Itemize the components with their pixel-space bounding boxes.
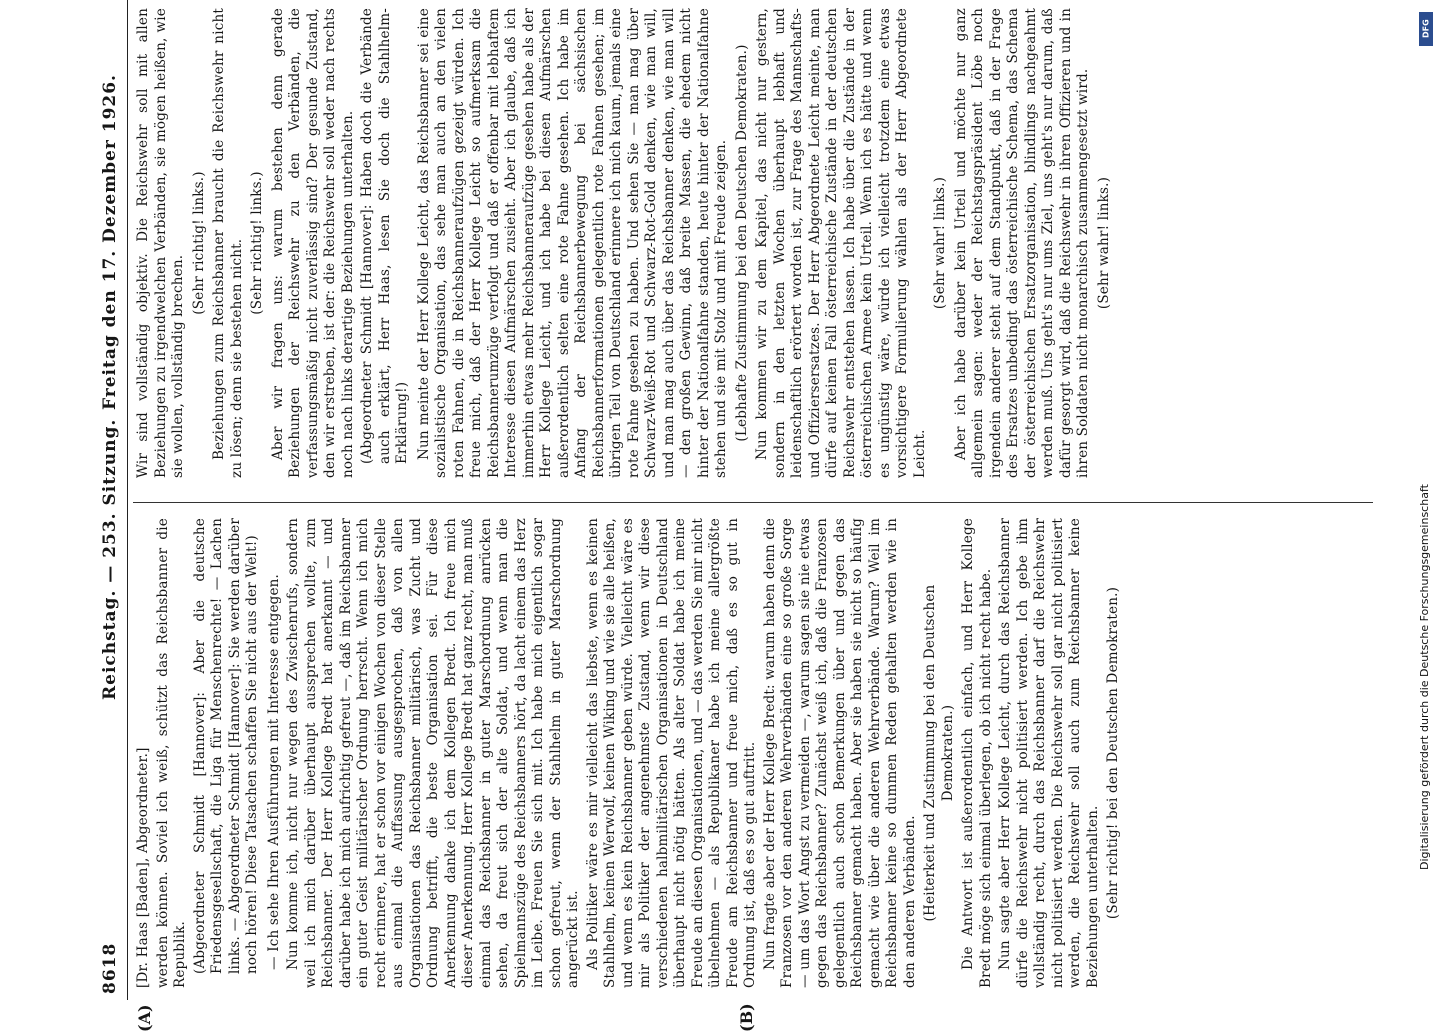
margin-marker-b: (B) — [737, 1003, 756, 1032]
interjection: (Sehr wahr! links.) — [932, 176, 948, 310]
credit-text: Digitalisierung gefördert durch die Deutsche Forschungsgemeinschaft — [1418, 484, 1431, 870]
paragraph: Nun meinte der Herr Kollege Leicht, das Reichsbanner sei eine sozialistische Organisation, das sehe man auch an den vielen roten Fahnen, die in Reichsbanneraufzügen gezeigt würden. Ich freue mich, daß der Herr Kollege Leicht so aufmerksam die Reichsbannerumzüge verfolgt und daß er offenbar mit lebhaftem Interesse diesen Aufmärschen zusieht. Aber ich glaube, daß ich immerhin etwas mehr Reichsbanneraufzüge gesehen habe als der Herr Kollege Leicht, und ich habe bei diesen Aufmärschen außerordentlich selten eine rote Fahne gesehen. Ich habe im Anfang der Reichsbannerbewegung bei sächsischen Reichsbannerformationen gelegentlich rote Fahnen gesehen; im übrigen Teil von Deutschland erinnere ich mich kaum, jemals eine rote Fahne gesehen zu haben. Und sehen Sie — man mag über Schwarz-Weiß-Rot und Schwarz-Rot-Gold denken, wie man will, und man mag auch über das Reichsbanner denken, wie man will — den großen Gewinn, daß breite Massen, die ehedem nicht hinter der Nationalfahne standen, heute hinter der Nationalfahne stehen und sie mit Stolz und mit Freude zeigen. — [415, 8, 729, 478]
paragraph: werden können. Soviel ich weiß, schützt das Reichsbanner die Republik. — [154, 518, 188, 988]
margin-marker-a: (A) — [135, 1004, 154, 1032]
interjection: (Lebhafte Zustimmung bei den Deutschen Demokraten.) — [733, 44, 750, 442]
paragraph: Wir sind vollständig objektiv. Die Reichswehr soll mit allen Beziehungen zu irgendwelchen Verbänden, sie mögen heißen, wie sie wollen, vollständig brechen. — [135, 8, 186, 478]
interjection: (Sehr richtig! links.) — [249, 171, 265, 315]
session-title: Reichstag. — 253. Sitzung. — [100, 418, 120, 700]
interjection: (Sehr richtig! links.) — [190, 171, 207, 315]
paragraph: Nun komme ich, nicht nur wegen des Zwischenrufs, sondern weil ich mich darüber überhaupt aussprechen wollte, zum Reichsbanner. Der Herr Kollege Bredt hat anerkannt — und darüber habe ich mich aufrichtig gefreut —, daß im Reichsbanner ein guter Geist militärischer Ordnung herrscht. Wenn ich mich recht erinnere, hat er schon vor einigen Wochen von dieser Stelle aus einmal die Auffassung ausgesprochen, daß von allen Organisationen das Reichsbanner militärisch, was Zucht und Ordnung betrifft, die beste Organisation sei. Für diese Anerkennung danke ich dem Kollegen Bredt. Ich freue mich dieser Anerkennung. Herr Kollege Bredt hat ganz recht, man muß einmal das Reichsbanner in guter Marschordnung anrücken sehen, da freut sich der alte Soldat, und wenn man die Spielmannszüge des Reichsbanners hört, da lacht einem das Herz im Leibe. Freuen Sie sich mit. Ich habe mich eigentlich sogar schon gefreut, wenn der Stahlhelm in guter Marschordnung angerückt ist. — [285, 518, 581, 988]
interjection: (Abgeordneter Schmidt [Hannover]: Haben doch die Verbände auch erklärt, Herr Haas, lesen Sie doch die Stahlhelm-Erklärung!) — [359, 8, 410, 464]
paragraph: Nun kommen wir zu dem Kapitel, das nicht nur gestern, sondern in den letzten Wochen überhaupt lebhaft und leidenschaftlich erörtert worden ist, zur Frage des Mannschafts- und Offiziersersatzes. Der Herr Abgeordnete Leicht meinte, man dürfe auf keinen Fall österreichische Zustände in der deutschen Reichswehr entstehen lassen. Ich habe über die Zustände in der österreichischen Armee kein Urteil. Wenn ich es hätte und wenn es ungünstig wäre, würde ich vielleicht trotzdem eine etwas vorsichtigere Formulierung wählen als der Herr Abgeordnete Leicht. — [754, 8, 928, 478]
column-divider — [133, 502, 1373, 503]
paragraph: — Ich sehe Ihren Ausführungen mit Interesse entgegen. — [265, 573, 282, 970]
interjection: (Sehr richtig! bei den Deutschen Demokraten.) — [1105, 586, 1121, 920]
paragraph: Beziehungen zum Reichsbanner braucht die Reichswehr nicht zu lösen; denn sie bestehen nicht. — [211, 8, 245, 478]
rotated-page-content — [97, 0, 1417, 1032]
digitization-credit — [1418, 8, 1434, 993]
paragraph: Aber wir fragen uns: warum bestehen denn gerade Beziehungen der Reichswehr zu den Verbänden, die verfassungsmäßig nicht zuverlässig sind? Der gesunde Zustand, den wir erstreben, ist der: die Reichswehr soll weder nach rechts noch nach links derartige Beziehungen unterhalten. — [269, 8, 356, 478]
paragraph: Als Politiker wäre es mir vielleicht das liebste, wenn es keinen Stahlhelm, keinen Werwolf, keinen Wiking und wie sie alle heißen, und wenn es kein Reichsbanner geben würde. Vielleicht wäre es mir als Politiker der angenehmste Zustand, wenn wir diese verschiedenen halbmilitärischen Organisationen in Deutschland überhaupt nicht nötig hätten. Als alter Soldat habe ich meine Freude an diesen Organisationen, und — das werden Sie mir nicht übelnehmen — als Republikaner habe ich meine allergrößte Freude am Reichsbanner und freue mich, daß es so gut in Ordnung ist, daß es so gut auftritt. — [584, 518, 758, 988]
interjection: (Abgeordneter Schmidt [Hannover]: Aber die deutsche Friedensgesellschaft, die Liga für Menschenrechte! — Lachen links. — Abgeordneter Schmidt [Hannover]: Sie werden darüber noch hören! Diese Tatsachen schaffen Sie nicht aus der Welt!) — [191, 518, 260, 974]
right-column — [135, 8, 1116, 478]
left-column — [135, 518, 1126, 988]
paragraph: Nun fragte aber der Herr Kollege Bredt: warum haben denn die Franzosen vor den anderen Wehrverbänden eine so große Sorge — um das Wort Angst zu vermeiden —, warum sagen sie nie etwas gegen das Reichsbanner? Zunächst weiß ich, daß die Franzosen gelegentlich auch schon Bemerkungen über und gegen das Reichsbanner gemacht haben. Aber sie haben sie nicht so häufig gemacht wie über die anderen Wehrverbände. Warum? Weil im Reichsbanner keine so dummen Reden gehalten werden wie in den anderen Verbänden. — [761, 518, 918, 988]
page-header — [97, 0, 128, 1000]
session-date: Freitag den 17. Dezember 1926. — [100, 74, 120, 410]
paragraph: Aber ich habe darüber kein Urteil und möchte nur ganz allgemein sagen: weder der Reichstagspräsident Löbe noch irgendein anderer steht auf dem Standpunkt, daß in der Frage des Ersatzes unbedingt das österreichische Schema, das Schema der österreichischen Ersatzorganisation, blindlings nachgeahmt werden muß. Uns geht's nur ums Ziel, uns geht's nur darum, daß dafür gesorgt wird, daß die Reichswehr in ihren Offizieren und in ihren Soldaten nicht monarchisch zusammengesetzt wird. — [952, 8, 1091, 478]
dfg-logo-badge: DFG — [1419, 12, 1433, 46]
interjection: (Heiterkeit und Zustimmung bei den Deutschen Demokraten.) — [922, 584, 956, 922]
interjection: (Sehr wahr! links.) — [1095, 176, 1112, 310]
paragraph: [Dr. Haas [Baden], Abgeordneter.] — [135, 747, 151, 988]
page-number: 8618 — [100, 942, 120, 994]
paragraph: Nun sagte aber Herr Kollege Leicht, durch das Reichsbanner dürfe die Reichswehr nicht politisiert werden. Ich gebe ihm vollständig recht, durch das Reichsbanner darf die Reichswehr nicht politisiert werden. Die Reichswehr soll gar nicht politisiert werden, die Reichswehr soll auch zum Reichsbanner keine Beziehungen unterhalten. — [997, 518, 1101, 988]
paragraph: Die Antwort ist außerordentlich einfach, und Herr Kollege Bredt möge sich einmal überlegen, ob ich nicht recht habe. — [960, 518, 994, 988]
